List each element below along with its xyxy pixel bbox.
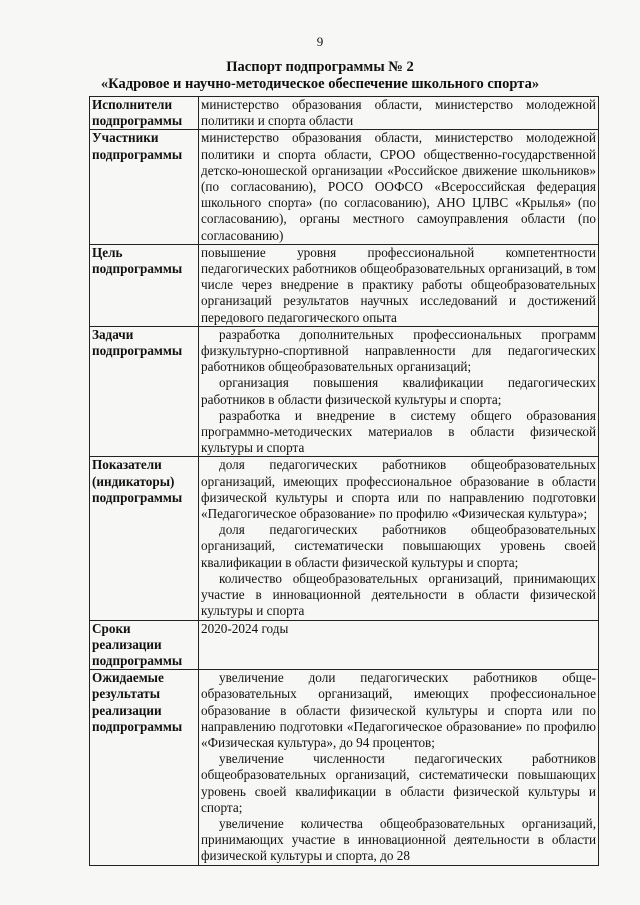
passport-table — [89, 96, 599, 866]
row-label-executors — [90, 97, 199, 130]
row-label-line: (индикаторы) — [92, 473, 175, 489]
row-label-line: подпрограммы — [92, 261, 183, 277]
row-label-timeframe — [90, 620, 199, 670]
document-title-line-1: Паспорт подпрограммы № 2 — [226, 59, 414, 75]
row-label-tasks — [90, 326, 199, 457]
page-number: 9 — [316, 34, 324, 49]
row-paragraph: увеличение доли педагогических работников обще-образовательных организаций, имеющих профессиональное образование в области физической культуры и спорта или по направлению подготовки «Педагогическое образование» по профилю «Физическая культура», до 94 процентов; — [201, 670, 596, 750]
row-value-tasks — [199, 326, 599, 457]
row-paragraph: разработка дополнительных профессиональных программ физкультурно-спортивной направленности для педагогических работников общеобразовательных организаций; — [201, 326, 596, 375]
table-row — [90, 326, 599, 457]
row-label-expected-results — [90, 670, 199, 865]
row-label-line: реализации — [92, 702, 162, 718]
table-row — [90, 457, 599, 620]
row-label-line: подпрограммы — [92, 146, 183, 162]
row-value-executors — [199, 97, 599, 130]
row-paragraph: разработка и внедрение в систему общего образования программно-методических материалов в области физической культуры и спорта — [201, 407, 596, 456]
document-title-line-2: «Кадровое и научно-методическое обеспечение школьного спорта» — [100, 76, 540, 92]
row-paragraph: увеличение количества общеобразовательных организаций, принимающих участие в инновационной деятельности в области физической культуры и спорта, до 28 — [201, 815, 596, 864]
row-paragraph: увеличение численности педагогических работников общеобразовательных организаций, систематически повышающих уровень своей квалификации в области физической культуры и спорта; — [201, 751, 596, 815]
row-label-line: Сроки — [92, 620, 131, 636]
row-label-line: Исполнители — [92, 97, 173, 112]
row-label-participants — [90, 130, 199, 244]
row-paragraph: доля педагогических работников общеобразовательных организаций, систематически повышающих уровень своей квалификации в области физической культуры и спорта; — [201, 522, 596, 570]
row-value-goal — [199, 244, 599, 326]
row-label-line: подпрограммы — [92, 113, 183, 129]
row-value-timeframe — [199, 620, 599, 670]
row-label-goal — [90, 244, 199, 326]
row-label-line: реализации — [92, 636, 162, 652]
row-paragraph: министерство образования области, министерство молодежной политики и спорта области, СРОО общественно-государственной детско-юношеской организации «Российское движение школьников» (по согласованию), РОСО ООФСО «Всероссийская федерация школьного спорта» (по согласованию), АНО ЦЛВС «Крылья» (по согласованию), органы местного самоуправления области (по согласованию) — [201, 130, 596, 243]
row-paragraph: организация повышения квалификации педагогических работников в области физической культуры и спорта; — [201, 375, 596, 407]
row-value-participants — [199, 130, 599, 244]
row-value-indicators — [199, 457, 599, 620]
row-paragraph: доля педагогических работников общеобразовательных организаций, имеющих профессиональное образование в области физической культуры и спорта или по направлению подготовки «Педагогическое образование» по профилю «Физическая культура»; — [201, 457, 596, 522]
row-label-line: результаты — [92, 686, 161, 702]
row-value-expected-results — [199, 670, 599, 865]
row-paragraph: министерство образования области, министерство молодежной политики и спорта области — [201, 97, 596, 129]
row-label-line: подпрограммы — [92, 718, 183, 734]
table-row — [90, 97, 599, 130]
row-label-line: подпрограммы — [92, 652, 183, 668]
row-paragraph: повышение уровня профессиональной компетентности педагогических работников общеобразовательных организаций, в том числе через внедрение в практику работы общеобразовательных организаций результатов научных исследований и достижений передового педагогического опыта — [201, 244, 596, 325]
row-label-line: Ожидаемые — [92, 670, 164, 686]
row-label-indicators — [90, 457, 199, 620]
row-label-line: Показатели — [92, 457, 162, 473]
table-row — [90, 670, 599, 865]
table-row — [90, 130, 599, 244]
row-paragraph: 2020-2024 годы — [201, 620, 289, 636]
row-label-line: подпрограммы — [92, 489, 183, 505]
table-row — [90, 620, 599, 670]
table-row — [90, 244, 599, 326]
row-paragraph: количество общеобразовательных организаций, принимающих участие в инновационной деятельности в области физической культуры и спорта — [201, 570, 596, 619]
row-label-line: Участники — [92, 130, 159, 146]
row-label-line: Задачи — [92, 326, 134, 342]
row-label-line: Цель — [92, 244, 123, 260]
row-label-line: подпрограммы — [92, 343, 183, 359]
